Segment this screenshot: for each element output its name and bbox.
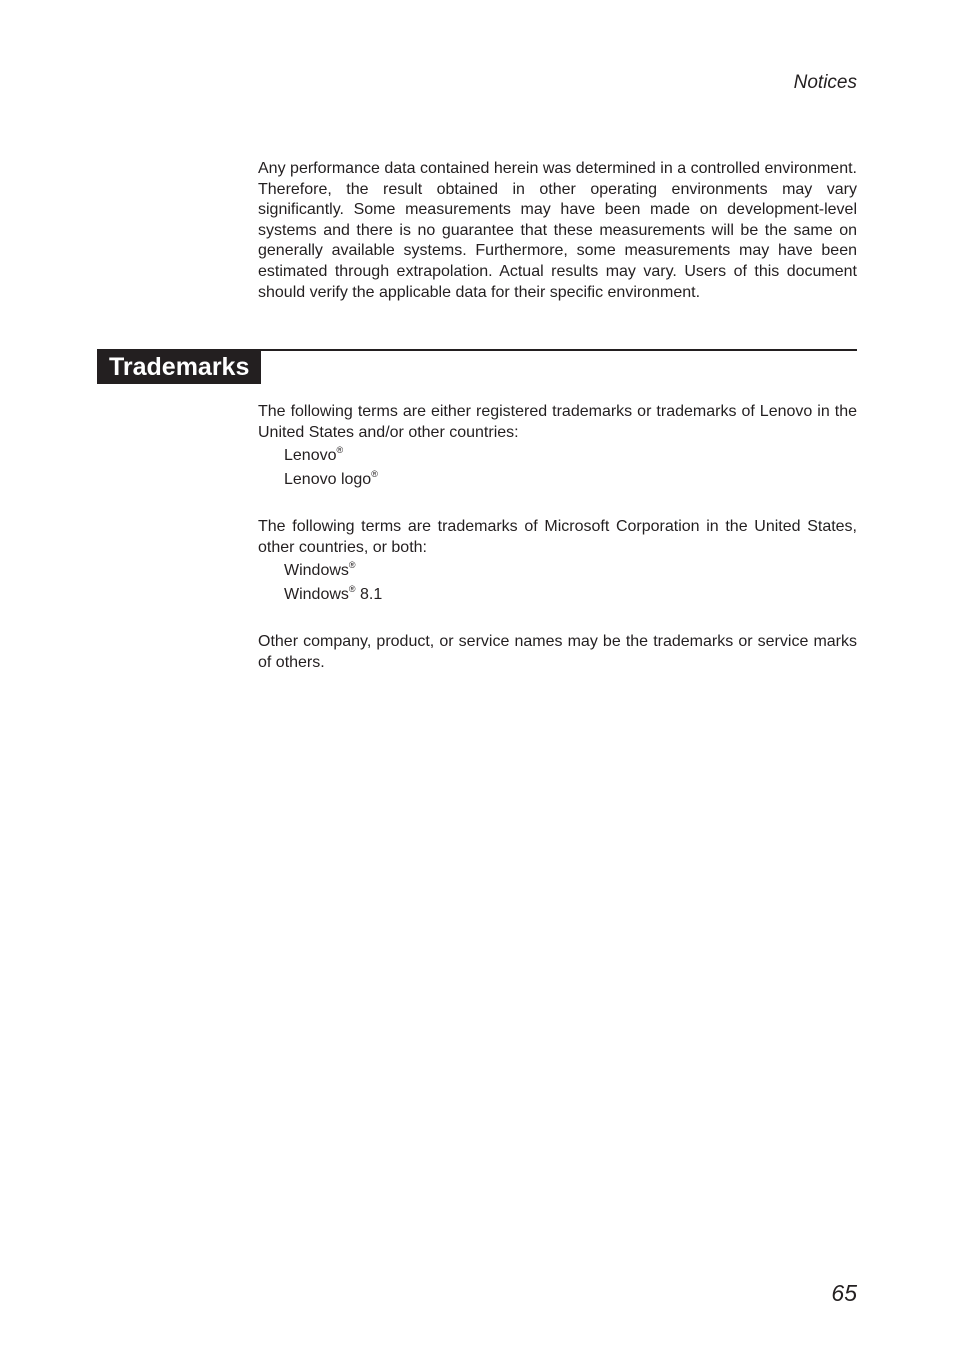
trademark-item-lenovo: [284, 444, 378, 468]
trademark-name: Lenovo: [284, 447, 337, 464]
registered-mark: ®: [336, 445, 344, 455]
trademark-name: Windows: [284, 586, 349, 603]
trademark-item-lenovo-logo: [284, 468, 378, 492]
lenovo-trademark-list: [284, 444, 378, 492]
trademark-name: Windows: [284, 562, 349, 579]
running-header-section-title: Notices: [793, 72, 857, 93]
other-trademarks-paragraph: Other company, product, or service names may be the trademarks or service marks of others.: [258, 633, 857, 671]
page-number: 65: [831, 1280, 857, 1306]
lenovo-trademarks-intro: The following terms are either registered trademarks or trademarks of Lenovo in the United States and/or other countries:: [258, 403, 857, 441]
performance-data-paragraph: Any performance data contained herein was determined in a controlled environment. Therefore, the result obtained in other operating environments may vary significantly. Some measurements may have been made on development-level systems and there is no guarantee that these measurements will be the same on generally available systems. Furthermore, some measurements may have been estimated through extrapolation. Actual results may vary. Users of this document should verify the applicable data for their specific environment.: [258, 160, 857, 301]
registered-mark: ®: [371, 469, 378, 479]
trademark-name: Lenovo logo: [284, 471, 372, 488]
microsoft-trademarks-intro: The following terms are trademarks of Microsoft Corporation in the United States, other countries, or both:: [258, 518, 857, 556]
microsoft-trademark-list: [284, 559, 382, 607]
trademark-item-windows: [284, 559, 382, 583]
registered-mark: ®: [348, 560, 356, 570]
trademark-version: 8.1: [355, 586, 383, 603]
trademarks-heading: Trademarks: [97, 351, 261, 384]
registered-mark: ®: [348, 584, 356, 594]
trademark-item-windows-8-1: [284, 583, 382, 607]
